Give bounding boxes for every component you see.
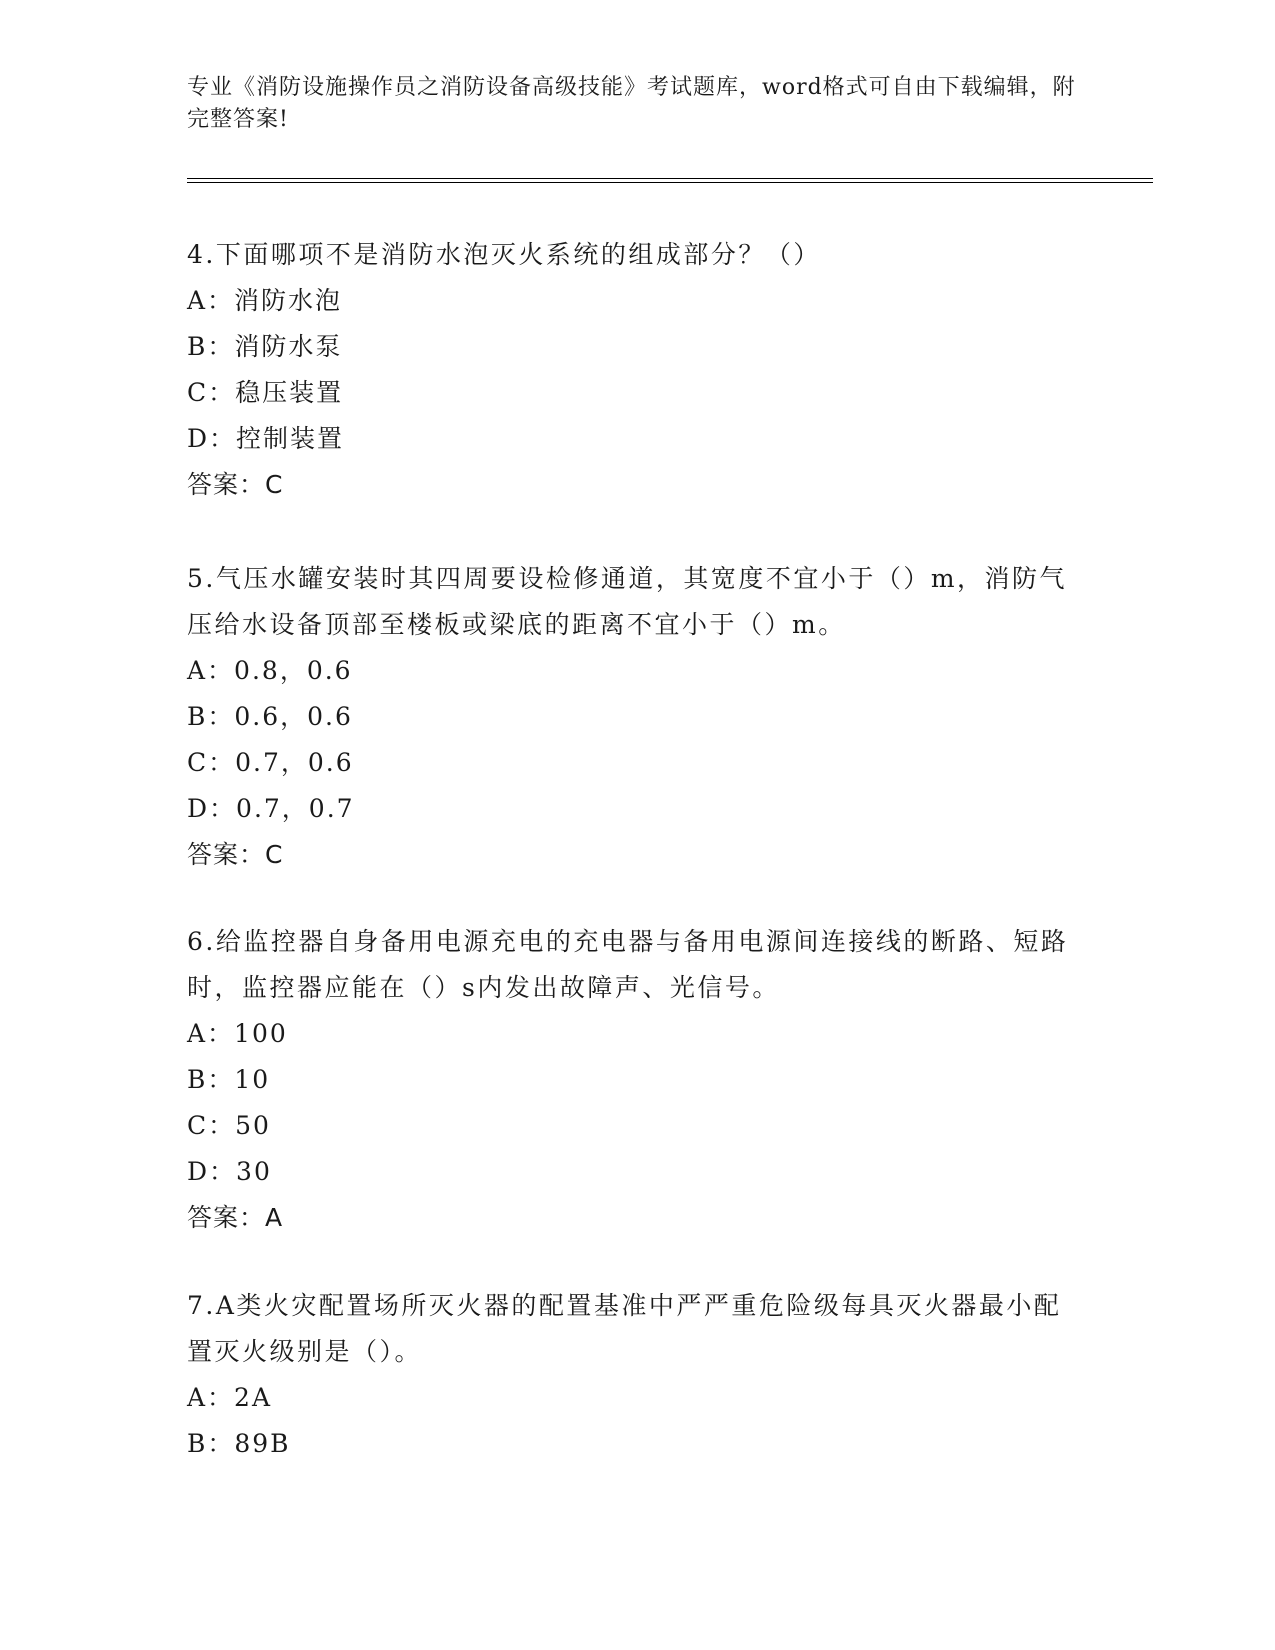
document-header: 专业《消防设施操作员之消防设备高级技能》考试题库，word格式可自由下载编辑，附完整答案!	[187, 75, 1076, 132]
option-d: D：控制装置	[187, 424, 345, 453]
answer-line: 答案：A	[187, 1203, 284, 1232]
header-divider-bottom	[187, 182, 1153, 183]
question-7	[187, 1283, 1087, 1467]
option-c: C：稳压装置	[187, 378, 344, 407]
answer-line: 答案：C	[187, 470, 284, 499]
question-stem: 5.气压水罐安装时其四周要设检修通道，其宽度不宜小于（）m，消防气压给水设备顶部至楼板或梁底的距离不宜小于（）m。	[187, 564, 1068, 639]
option-b: B：89B	[187, 1429, 291, 1458]
option-d: D：0.7，0.7	[187, 794, 355, 823]
question-4	[187, 232, 1087, 508]
question-stem: 4.下面哪项不是消防水泡灭火系统的组成部分？（）	[187, 240, 821, 269]
question-6	[187, 919, 1087, 1241]
option-b: B：消防水泵	[187, 332, 343, 361]
option-a: A：消防水泡	[187, 286, 343, 315]
option-c: C：50	[187, 1111, 271, 1140]
option-b: B：0.6，0.6	[187, 702, 353, 731]
option-a: A：2A	[187, 1383, 273, 1412]
option-c: C：0.7，0.6	[187, 748, 354, 777]
header-divider-top	[187, 178, 1153, 179]
option-a: A：0.8，0.6	[187, 656, 353, 685]
option-b: B：10	[187, 1065, 271, 1094]
option-a: A：100	[187, 1019, 288, 1048]
question-stem: 7.A类火灾配置场所灭火器的配置基准中严严重危险级每具灭火器最小配置灭火级别是（）。	[187, 1291, 1062, 1366]
question-5	[187, 556, 1087, 878]
question-stem: 6.给监控器自身备用电源充电的充电器与备用电源间连接线的断路、短路时，监控器应能在（）s内发出故障声、光信号。	[187, 927, 1069, 1002]
answer-line: 答案：C	[187, 840, 284, 869]
option-d: D：30	[187, 1157, 272, 1186]
